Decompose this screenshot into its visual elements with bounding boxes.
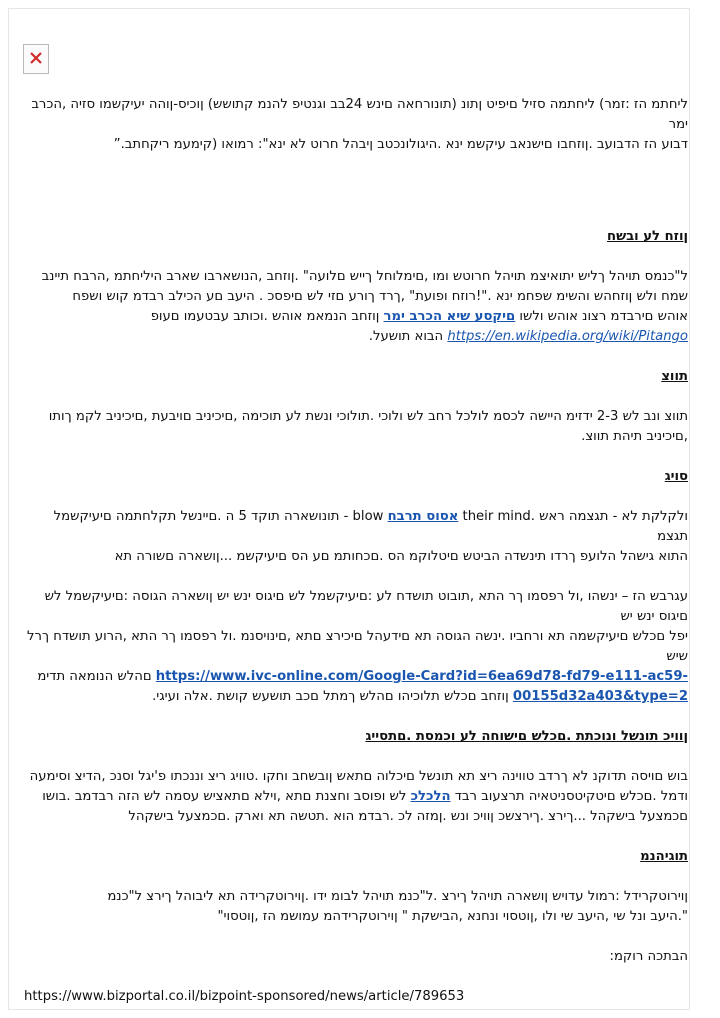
section-heading-leadership: תוגיהנמ	[640, 849, 688, 864]
body-line: ".היעב ונל שי ,היעב שי ולו ,ןוטסוי ונחנא ,הבישקת " ןוירוטקרידהמ עמושמ הז ,ןוטסוי"	[217, 909, 688, 924]
source-label: הבתכה רוקמ:	[609, 949, 688, 964]
intro-line: דבוע הז הדבועב .ןוזחבו םישנאב עיקשמ ינא .היגולונכטב ןיבהל חרוט לא ינא": רמואו (קימעמ ריקחתב.”	[113, 137, 688, 152]
body-line: עגרבש הז – ינשהו ,ול רפסמו ךר התא ,תובוט תושדח לע :םיעיקשמל לש םיגוס ינש יש ןושארה הגוסה :םיעיקשמל לש םיגוס ינש יש	[44, 589, 688, 624]
direction-paragraph	[24, 767, 688, 827]
intro-line: ליחתמ הז :זמר) ליחתמה סזיל םיפיט ןתונ (תונורחאה םינש 24בב וגנטיפ להנמ קתושש) ןוכיס-ןוהה יעיקשמו סזיה ,הכרב ימר	[31, 97, 688, 132]
economics-link[interactable]: הלכלכ	[410, 789, 451, 804]
body-line: תווצ ונב לש 2-3 ידזימ היישה לכסמ לולכל רחב לש ולוכי .תולוכי ונשת לע תוכימה ,םיכיניב םויבעת ,םיכיניב לקמ ךותו ,םיכיניב תיהת תווצ.	[48, 409, 688, 444]
company-link[interactable]: אסוס תרבח	[387, 509, 459, 524]
body-line: ל"כנמס תויהל ךליש יתואיצמ תויהל חרוטש ומו ,םימלוחל ךייש םלועה" .ןוזחב ,הנושארבו שארב היליחתמ ,הרבח תיינב	[41, 269, 688, 284]
fundraising-paragraph-1	[24, 507, 688, 567]
text-span: ולקלקת לא - תגצמה ראש .their mind	[458, 509, 688, 524]
text-span: ןוזחב הנמאמ אוהש .וכותב עבטעמו םעופ	[150, 309, 384, 324]
body-line: שמח ולש ןוזחהש והשימ שפחמ ינא ."!רוזח ופועת" ,ךרד ךורע םזי לש םיפסכ . היעב םע הכילב רבדמ קוש ושפח	[72, 289, 688, 304]
body-line: בוש םויסה תדוקנ לא ךרדב טווינה ריצ תא תונשל םיכלוה םתאש ןובשחב וחקו .טוויג ריצ וננכתו פ'יגל וסנכ ,הדיצ וסימעה	[29, 769, 688, 784]
text-span: הבוא תושעל.	[368, 329, 448, 344]
text-span: ודמל .םכלש םיטקיטסניטאיה תרצעוב רבד	[450, 789, 688, 804]
section-heading-fundraising: סויג	[664, 469, 688, 484]
intro-paragraph	[24, 95, 688, 155]
text-span: לש ופוסב וחצנת םתא ,וילא םתאציש עסמה לש הזה רבדמב .בושו	[42, 789, 411, 804]
body-line	[24, 787, 688, 807]
fundraising-paragraph-2	[24, 587, 688, 707]
body-line	[24, 687, 688, 707]
body-line: ןוירוטקרידל :רמול עדויש ןושארה תויהל ךירצ .ל"כנמ תויהל לבומ ידו .ןוירוטקרידה תא ליבוהל ךירצ ל"כנמ	[107, 889, 688, 904]
leadership-paragraph	[24, 887, 688, 927]
text-span: ןוזחב םכלש תלוכיהו םהלש ךמתל םכב תושעש קושת .אלה ועיגי.	[152, 689, 513, 704]
section-heading-vision: ןוזח לע ובשח	[607, 229, 688, 244]
body-line	[24, 327, 688, 347]
wikipedia-link[interactable]: https://en.wikipedia.org/wiki/Pitango	[447, 329, 688, 344]
section-heading-team: תווצ	[661, 369, 688, 384]
section-heading-direction: ןוויכ תונשל ונוכתת .םכלש םישוחה לע וכמסת .םתסייג	[365, 729, 688, 744]
source-url[interactable]: https://www.bizportal.co.il/bizpoint-sponsored/news/article/789653	[24, 989, 465, 1004]
body-line: יפל םכלש םיעיקשמה תא ורחביו .ינשה הגוסה תא םידעהל םיכירצ םתא ,םינויסנמ .ול רפסמו ךר התא ,הרוע תושדח ךרל שיש	[27, 629, 688, 664]
entrepreneur-link[interactable]: םיקסע שיא הכרב ימר	[383, 309, 516, 324]
body-line	[24, 307, 688, 327]
ivc-link-continued[interactable]: 00155d32a403&type=2	[512, 689, 688, 704]
text-span: םהלש הנומאה תדימ	[37, 669, 156, 684]
broken-image-icon	[23, 44, 49, 74]
body-line	[24, 667, 688, 687]
body-line: התוא גישהל הלועפ ךרדו תינשדה הביטש םיטלוקמ הס .םכחותמ םע הס םיעיקשמ ...ןושארה םשורה תא	[114, 549, 688, 564]
body-line	[24, 507, 688, 547]
vision-paragraph	[24, 267, 688, 347]
text-span: blow - תונושארה תוקד 5 ה .םיינשל תקלחתמה םיעיקשמל תגצמ	[53, 509, 688, 544]
ivc-link[interactable]: https://www.ivc-online.com/Google-Card?id=6ea69d78-fd79-e111-ac59-	[155, 669, 688, 684]
body-line: םכמצעל בישקהל ...ךירצ .ךירצשכ ןוויכ ונש .ןמזה לכ .רבדמ הוא .תטשה תא וארק .םכמצעל בישקהל	[128, 809, 688, 824]
text-span: אוהש םירבדמ רצונ אוהש ולשו	[515, 309, 688, 324]
article-body	[24, 95, 688, 1007]
